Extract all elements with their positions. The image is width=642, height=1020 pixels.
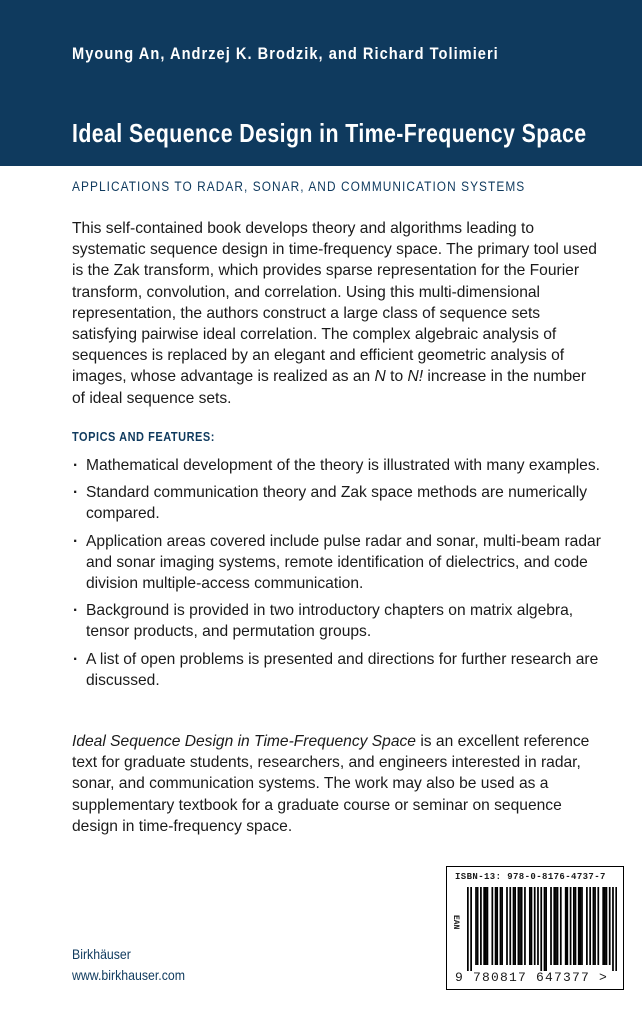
barcode-bar: [509, 887, 511, 965]
barcode-bar: [496, 887, 498, 965]
list-item: · Application areas covered include pulse radar and sonar, multi-beam radar and sonar imaging systems, remote identification of dielectrics, and code division multiple-access communication.: [72, 531, 612, 595]
list-item: · Mathematical development of the theory is illustrated with many examples.: [72, 455, 612, 476]
barcode-bar: [545, 887, 547, 971]
barcode-bar: [593, 887, 595, 965]
barcode-bar: [566, 887, 568, 965]
intro-paragraph: [72, 218, 602, 409]
barcode-bar: [615, 887, 617, 971]
intro-nfact: N!: [407, 368, 424, 386]
publisher-url[interactable]: www.birkhauser.com: [72, 967, 185, 983]
list-item: · A list of open problems is presented and directions for further research are discussed.: [72, 649, 612, 691]
barcode-bar: [573, 887, 575, 965]
intro-to: to: [385, 368, 408, 386]
intro-n: N: [374, 368, 386, 386]
barcode-bar: [589, 887, 591, 965]
barcode-bar: [553, 887, 555, 965]
barcode-bar: [529, 887, 531, 965]
barcode-bar: [565, 887, 567, 965]
barcode-bar: [606, 887, 608, 965]
barcode-bar: [519, 887, 521, 965]
barcode-bar: [604, 887, 606, 965]
barcode-bar: [475, 887, 477, 965]
barcode-bar: [602, 887, 604, 965]
barcode-bar: [506, 887, 508, 965]
subtitle: APPLICATIONS TO RADAR, SONAR, AND COMMUNICATION SYSTEMS: [72, 179, 526, 194]
barcode-bar: [575, 887, 577, 965]
barcode-bar: [557, 887, 559, 965]
topics-list: [72, 455, 612, 697]
barcode-bar: [540, 887, 542, 971]
barcode-bar: [467, 887, 469, 971]
ean-label: EAN: [451, 915, 460, 930]
barcode-box: [446, 866, 624, 990]
barcode-bar: [609, 887, 611, 965]
authors: Myoung An, Andrzej K. Brodzik, and Richard Tolimieri: [72, 44, 499, 63]
outro-book-title: Ideal Sequence Design in Time-Frequency Space: [72, 733, 416, 750]
barcode-bar: [586, 887, 588, 965]
barcode-bar: [500, 887, 502, 965]
barcode-bar: [470, 887, 472, 971]
outro-paragraph: [72, 731, 612, 837]
barcode-icon: [467, 887, 617, 971]
barcode-bar: [531, 887, 533, 965]
barcode-bar: [513, 887, 515, 965]
barcode-bar: [534, 887, 536, 965]
isbn-label: ISBN-13: 978-0-8176-4737-7: [455, 872, 606, 882]
barcode-bar: [578, 887, 580, 965]
publisher-name: Birkhäuser: [72, 946, 131, 962]
barcode-bar: [495, 887, 497, 965]
barcode-bar: [537, 887, 539, 965]
intro-text: This self-contained book develops theory and algorithms leading to systematic sequence design in time-frequency space. The primary tool used is the Zak transform, which provides sparse representation for the Fourier transform, convolution, and correlation. Using this multi-dimensional representation, the authors construct a large class of sequence sets satisfying pairwise ideal correlation. The complex algebraic analysis of sequences is replaced by an elegant and efficient geometric analysis of images, whose advantage is realized as an: [72, 220, 597, 386]
header-band: [0, 0, 642, 166]
ean-digits: 9 780817 647377 >: [455, 970, 609, 985]
book-title: Ideal Sequence Design in Time-Frequency Space: [72, 118, 587, 148]
barcode-bar: [480, 887, 482, 965]
barcode-bar: [560, 887, 562, 965]
list-item: · Background is provided in two introductory chapters on matrix algebra, tensor products, and permutation groups.: [72, 600, 612, 642]
barcode-bar: [487, 887, 489, 965]
barcode-bar: [521, 887, 523, 965]
barcode-bar: [477, 887, 479, 965]
barcode-bar: [594, 887, 596, 965]
barcode-bar: [597, 887, 599, 965]
barcode-bar: [518, 887, 520, 965]
barcode-bar: [485, 887, 487, 965]
outro-text: is an excellent reference text for graduate students, researchers, and engineers interested in radar, sonar, and communication systems. The work may also be used as a supplementary textbook for a graduate course or seminar on sequence design in time-frequency space.: [72, 733, 590, 835]
barcode-bar: [570, 887, 572, 965]
barcode-bar: [544, 887, 546, 971]
barcode-bar: [550, 887, 552, 965]
barcode-bar: [483, 887, 485, 965]
barcode-bar: [524, 887, 526, 965]
barcode-bar: [501, 887, 503, 965]
barcode-bar: [514, 887, 516, 965]
barcode-bar: [555, 887, 557, 965]
publisher-block: [72, 944, 185, 986]
barcode-bar: [612, 887, 614, 971]
barcode-bar: [491, 887, 493, 965]
list-item: · Standard communication theory and Zak space methods are numerically compared.: [72, 482, 612, 524]
topics-heading: TOPICS AND FEATURES:: [72, 430, 215, 444]
intro-end: increase in the number of ideal sequence sets.: [72, 368, 587, 407]
barcode-bar: [581, 887, 583, 965]
barcode-bar: [580, 887, 582, 965]
